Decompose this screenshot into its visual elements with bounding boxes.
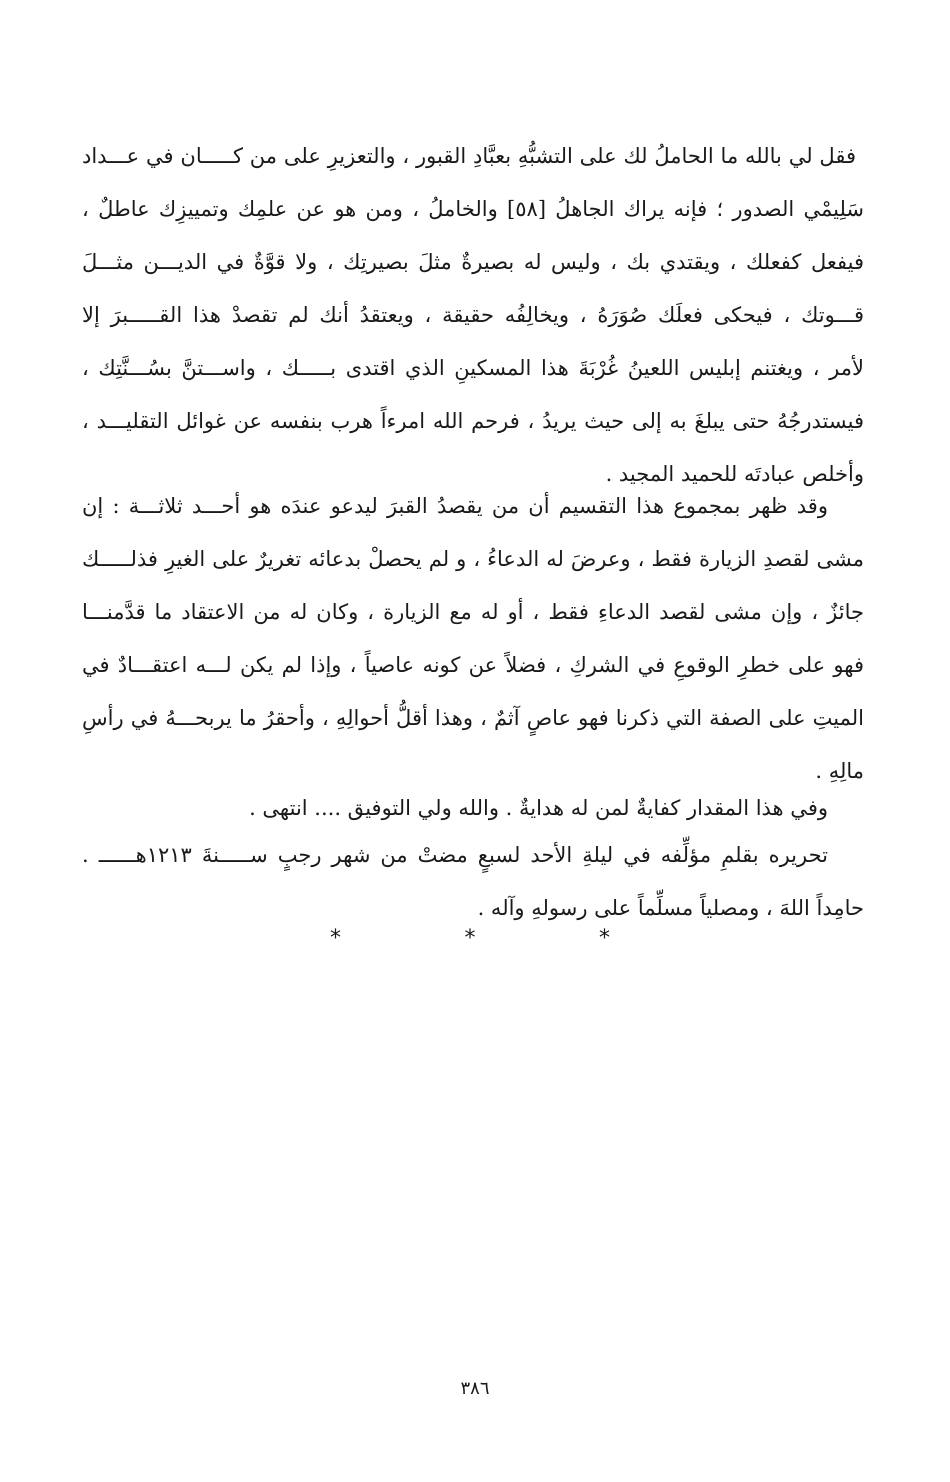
- text-line: مشى لقصدِ الزيارة فقط ، وعرضَ له الدعاءُ ، و لم يحصلْ بدعائه تغريرٌ على الغيرِ فذلـــــك: [82, 547, 864, 571]
- text-line: وأخلص عبادتَه للحميد المجيد .: [605, 462, 864, 486]
- text-line: فهو على خطرِ الوقوعِ في الشركِ ، فضلاً عن كونه عاصياً ، وإذا لم يكن لـــه اعتقـــادٌ في: [82, 653, 864, 677]
- paragraph-1: [82, 130, 864, 501]
- text-line: فيفعل كفعلك ، ويقتدي بك ، وليس له بصيرةٌ مثلَ بصيرتِك ، ولا قوَّةٌ في الديـــن مثـــلَ: [82, 250, 864, 274]
- text-line: تحريره بقلمِ مؤلِّفه في ليلةِ الأحد لسبعٍ مضتْ من شهر رجبٍ ســـــنةَ ١٢١٣هــــــ .: [82, 843, 829, 867]
- page-number: ٣٨٦: [460, 1378, 490, 1399]
- text-line: حامِداً اللهَ ، ومصلياً مسلِّماً على رسولهِ وآله .: [477, 896, 864, 920]
- text-line: سَلِيمْي الصدور ؛ فإنه يراك الجاهلُ [٥٨] والخاملُ ، ومن هو عن علمِك وتمييزِك عاطلٌ ،: [82, 197, 864, 221]
- paragraph-4: [82, 829, 864, 935]
- text-line: وقد ظهر بمجموع هذا التقسيم أن من يقصدُ القبرَ ليدعو عندَه هو أحـــد ثلاثـــة : إن: [82, 494, 828, 518]
- separator-star: *: [464, 926, 476, 951]
- separator-star: *: [330, 926, 341, 951]
- section-separator: [330, 926, 610, 951]
- paragraph-3: [82, 782, 864, 835]
- text-line: فيستدرجُهُ حتى يبلغَ به إلى حيث يريدُ ، فرحم الله امرءاً هرب بنفسه عن غوائل التقليـــد ،: [82, 409, 864, 433]
- text-line: مالِهِ .: [815, 759, 864, 783]
- text-line: وفي هذا المقدار كفايةٌ لمن له هدايةٌ . والله ولي التوفيق .... انتهى .: [249, 796, 828, 820]
- text-line: لأمر ، ويغتنم إبليس اللعينُ غُرْبَةَ هذا المسكينِ الذي اقتدى بـــــك ، واســـتنَّ بسُـــنَّتِك ،: [82, 356, 864, 380]
- text-line: قـــوتك ، فيحكى فعلَك صُوَرَهُ ، ويخالِفُه حقيقة ، ويعتقدُ أنك لم تقصدْ هذا القـــــبرَ إلا: [82, 303, 864, 327]
- text-line: فقل لي بالله ما الحاملُ لك على التشبُّهِ بعبَّادِ القبور ، والتعزيرِ على من كـــــان في عـــداد: [82, 144, 856, 168]
- paragraph-2: [82, 480, 864, 798]
- separator-star: *: [599, 926, 610, 951]
- text-line: جائزٌ ، وإن مشى لقصد الدعاءِ فقط ، أو له مع الزيارة ، وكان له من الاعتقاد ما قدَّمنـــا: [82, 600, 864, 624]
- text-line: الميتِ على الصفة التي ذكرنا فهو عاصٍ آثمٌ ، وهذا أقلُّ أحوالِهِ ، وأحقرُ ما يربحـــهُ في رأسِ: [82, 706, 864, 730]
